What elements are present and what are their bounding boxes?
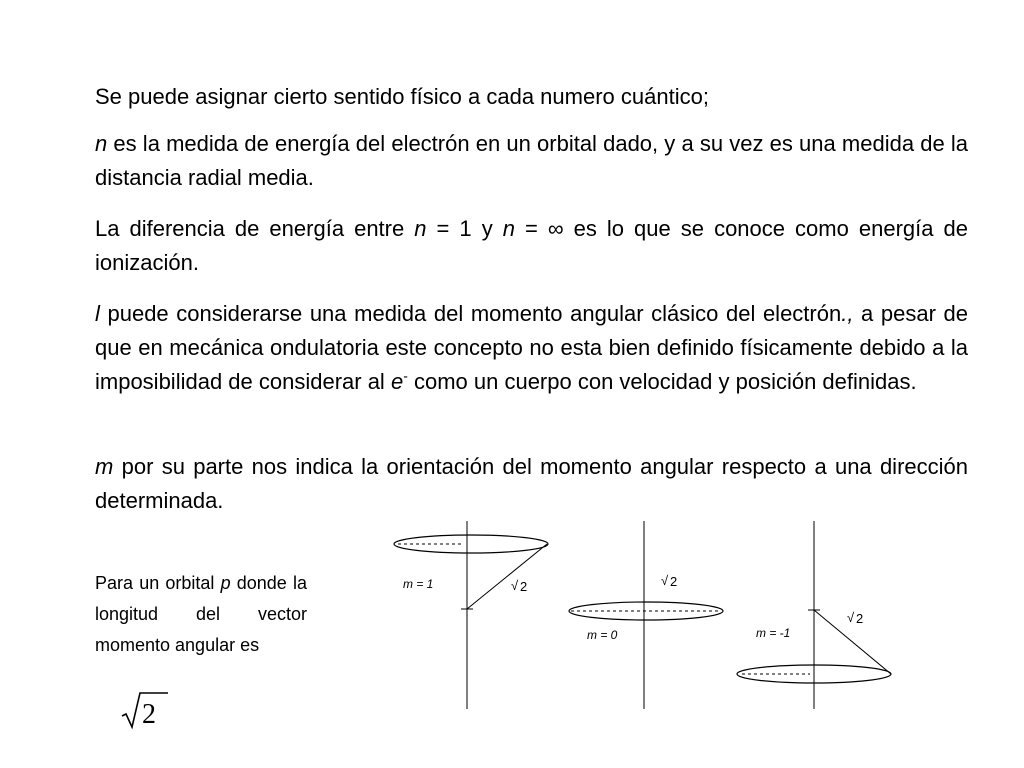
paragraphs.4.parts-segment: por su parte nos indica la orientación del momento angular respecto a una dirección determinada.	[95, 454, 968, 513]
side_note.parts-segment: donde la longitud del vector momento angular es	[95, 573, 307, 655]
paragraphs.3.parts-segment: l	[95, 301, 100, 326]
paragraphs.0.parts-segment: Se puede asignar cierto sentido físico a cada numero cuántico;	[95, 84, 709, 109]
paragraphs.2.parts-segment: = ∞ es lo que se conoce como energía de ionización.	[95, 216, 968, 275]
paragraph-l	[95, 297, 968, 399]
paragraph-intro	[95, 80, 968, 114]
sqrt-value: 2	[142, 699, 156, 730]
angular-momentum-diagram	[358, 515, 920, 713]
label-m-zero: m = 0	[587, 628, 618, 642]
label-m-positive: m = 1	[403, 577, 434, 591]
paragraphs.3.parts-segment: .,	[841, 301, 854, 326]
paragraphs.4.parts-segment: m	[95, 454, 114, 479]
paragraph-m	[95, 450, 968, 518]
paragraphs.1.parts-segment: es la medida de energía del electrón en un orbital dado, y a su vez es una medida de la distancia radial media.	[95, 131, 968, 190]
side_note.parts-segment: Para un orbital	[95, 573, 221, 593]
label-m-negative: m = -1	[756, 626, 791, 640]
root-sign: √	[847, 610, 855, 625]
paragraphs.3.parts-segment: como un cuerpo con velocidad y posición definidas.	[407, 369, 917, 394]
paragraphs.3.parts-segment: -	[403, 367, 408, 384]
sqrt-two-formula	[120, 690, 170, 730]
paragraphs.2.parts-segment: n	[414, 216, 427, 241]
side-note-p-orbital	[95, 568, 307, 661]
root-value: 2	[520, 579, 528, 594]
side_note.parts-segment: p	[220, 573, 231, 593]
root-sign: √	[661, 573, 669, 588]
paragraph-ionization	[95, 212, 968, 280]
paragraphs.3.parts-segment: puede considerarse una medida del momento angular clásico del electrón	[99, 301, 842, 326]
paragraphs.1.parts-segment: n	[95, 131, 108, 156]
paragraphs.3.parts-segment: e	[390, 369, 404, 394]
paragraphs.2.parts-segment: n	[502, 216, 515, 241]
paragraphs.2.parts-segment: La diferencia de energía entre	[95, 216, 415, 241]
root-value: 2	[856, 611, 864, 626]
root-sign: √	[511, 578, 519, 593]
paragraph-n	[95, 127, 968, 195]
paragraphs.3.parts-segment: a pesar de que en mecánica ondulatoria este concepto no esta bien definido físicamente debido a la imposibilidad de considerar al	[95, 301, 968, 394]
root-value: 2	[670, 574, 678, 589]
paragraphs.2.parts-segment: = 1 y	[426, 216, 503, 241]
